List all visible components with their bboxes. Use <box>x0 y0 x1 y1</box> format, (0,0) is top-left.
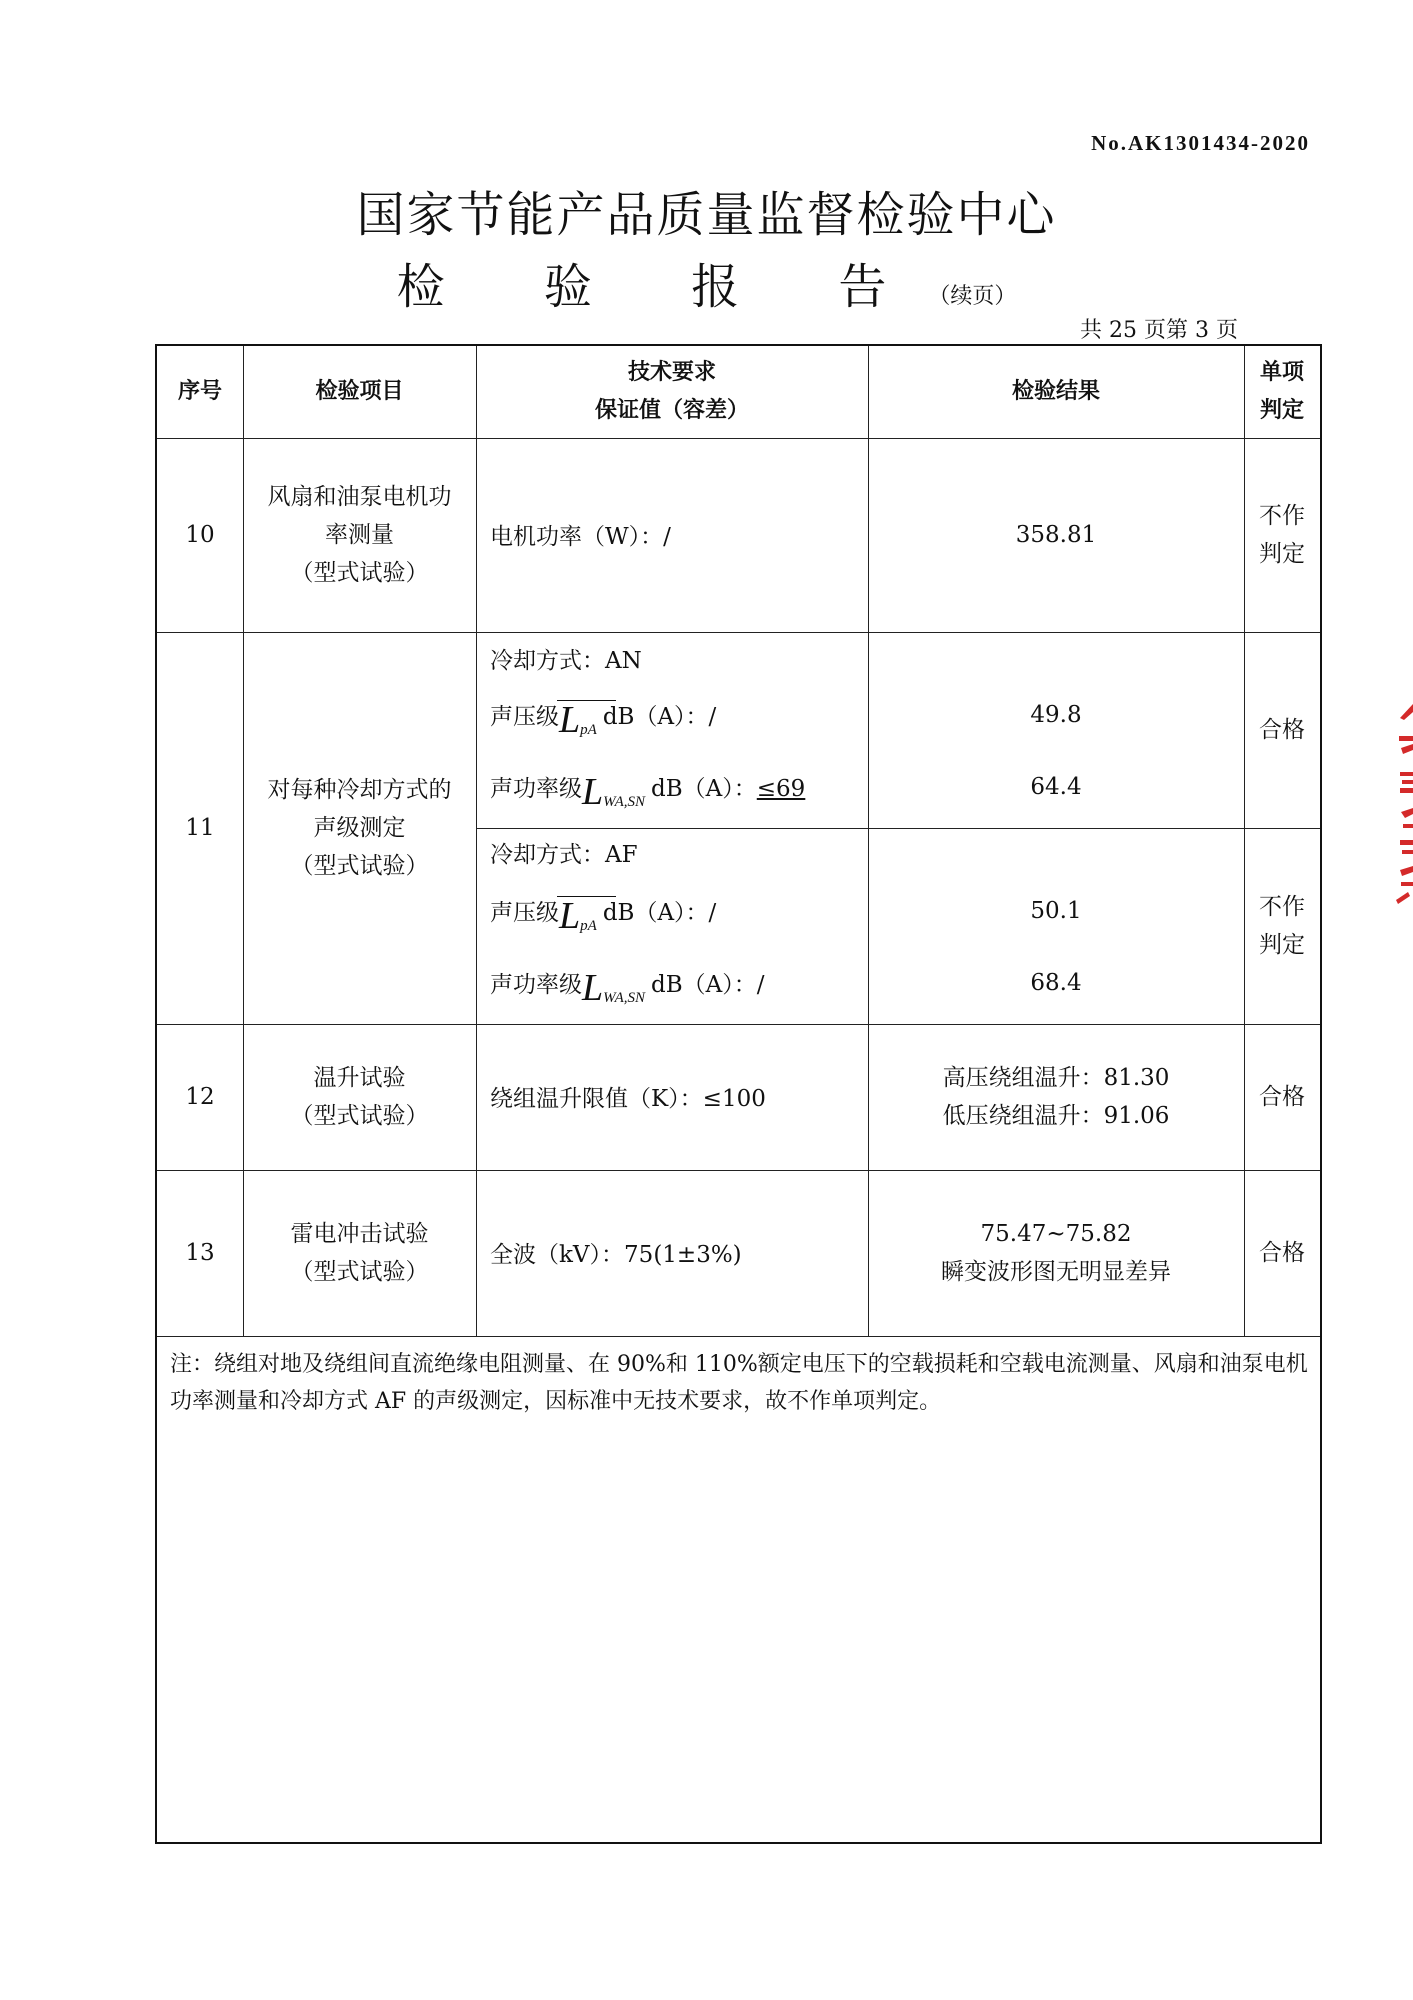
result-sound-pressure-af: 50.1 <box>1030 898 1082 924</box>
sound-pressure-af: 声压级$L_{pA}$ dB（A）：/ <box>490 895 717 937</box>
row-13-item: 雷电冲击试验 （型式试验） <box>290 1221 429 1285</box>
sound-power-an: 声功率级$L_{WA,SN}$ dB（A）：≤69 <box>490 771 806 813</box>
row-divider <box>476 828 1320 829</box>
result-sound-pressure-an: 49.8 <box>1030 702 1082 728</box>
row-13-seq: 13 <box>185 1240 215 1266</box>
report-title <box>0 248 1413 317</box>
row-10-item: 风扇和油泵电机功 率测量 （型式试验） <box>267 484 452 586</box>
row-10-result: 358.81 <box>1015 522 1097 548</box>
column-divider <box>476 346 477 1336</box>
row-12-result: 高压绕组温升：81.30 低压绕组温升：91.06 <box>942 1065 1170 1129</box>
row-divider <box>157 1336 1320 1337</box>
row-12-requirement: 绕组温升限值（K）：≤100 <box>490 1086 766 1112</box>
page-info: 共 25 页第 3 页 <box>1080 318 1238 343</box>
row-10-judgement: 不作 判定 <box>1259 503 1305 567</box>
report-title-text: 检 验 报 告 <box>396 259 929 315</box>
cooling-mode-an: 冷却方式：AN <box>490 648 642 674</box>
organization-name: 国家节能产品质量监督检验中心 <box>356 187 1057 243</box>
row-10-seq: 10 <box>185 522 215 548</box>
row-10-requirement: 电机功率（W）：/ <box>490 524 671 550</box>
header-requirement: 技术要求 保证值（容差） <box>594 360 749 423</box>
row-13-result: 75.47~75.82 瞬变波形图无明显差异 <box>941 1221 1171 1285</box>
sound-power-af: 声功率级$L_{WA,SN}$ dB（A）：/ <box>490 967 765 1009</box>
row-13-requirement: 全波（kV）：75(1±3%) <box>490 1242 742 1268</box>
result-sound-power-af: 68.4 <box>1030 970 1082 996</box>
row-11-seq: 11 <box>185 815 215 841</box>
header-seq: 序号 <box>177 379 222 404</box>
row-12-item: 温升试验 （型式试验） <box>290 1065 429 1129</box>
row-11-item: 对每种冷却方式的 声级测定 （型式试验） <box>267 777 452 879</box>
inspection-table <box>155 344 1322 1844</box>
cooling-mode-af: 冷却方式：AF <box>490 842 638 868</box>
footnote: 注：绕组对地及绕组间直流绝缘电阻测量、在 90%和 110%额定电压下的空载损耗和空载电流测量、风扇和油泵电机功率测量和冷却方式 AF 的声级测定，因标准中无技术要求，故不作单项判定。 <box>170 1352 1308 1414</box>
header-judgement: 单项 判定 <box>1259 360 1304 423</box>
header-result: 检验结果 <box>1011 379 1100 404</box>
judgement-af: 不作 判定 <box>1259 894 1305 958</box>
continued-label: （续页） <box>928 284 1017 309</box>
row-13-judgement: 合格 <box>1259 1240 1305 1266</box>
judgement-an: 合格 <box>1259 717 1305 743</box>
header-item: 检验项目 <box>315 379 404 404</box>
report-number: No.AK1301434-2020 <box>1091 131 1310 155</box>
sound-pressure-an: 声压级$L_{pA}$ dB（A）：/ <box>490 699 717 741</box>
row-12-judgement: 合格 <box>1259 1084 1305 1110</box>
result-sound-power-an: 64.4 <box>1030 774 1082 800</box>
row-12-seq: 12 <box>185 1084 215 1110</box>
seal-stamp <box>1388 700 1413 910</box>
